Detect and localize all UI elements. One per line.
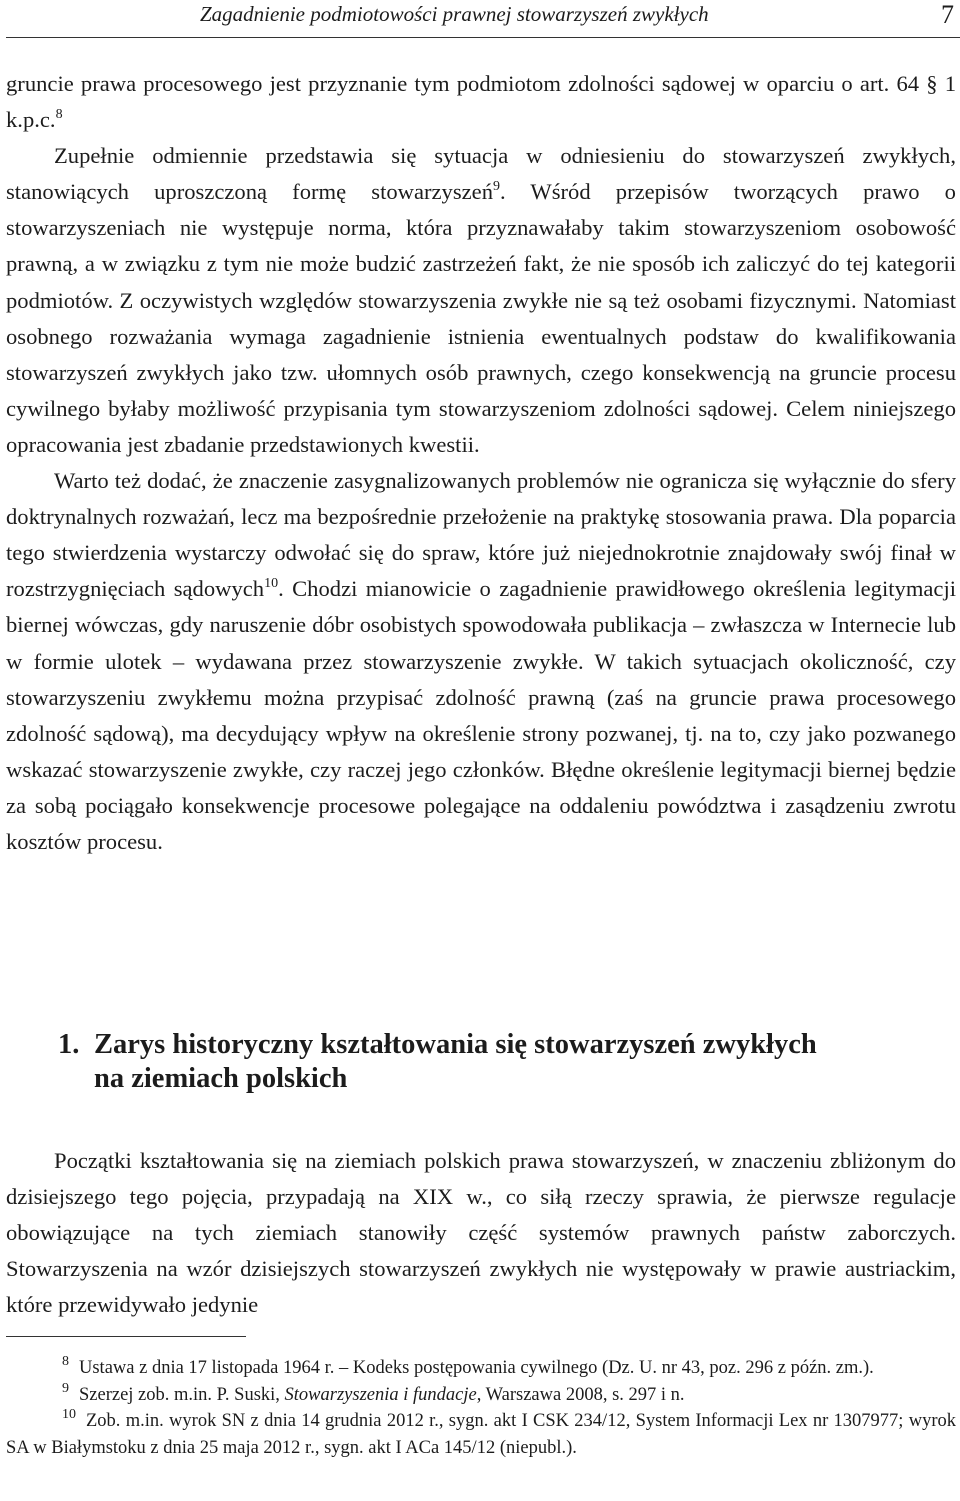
paragraph-2-text-a: Zupełnie odmiennie przedstawia się sytuacja w odniesieniu do stowarzyszeń zwykłych, stanowiących uproszczoną formę stowarzyszeń: [6, 143, 956, 205]
section-number: 1.: [58, 1029, 80, 1060]
footnote-9: [6, 1382, 956, 1409]
paragraph-4: Początki kształtowania się na ziemiach polskich prawa stowarzyszeń, w znaczeniu zbliżonym do dzisiejszego tego pojęcia, przypadają na XIX w., co siłą rzeczy sprawia, że pierwsze regulacje obowiązujące na tych ziemiach stanowiły część systemów prawnych państw zaborczych. Stowarzyszenia na wzór dzisiejszych stowarzyszeń zwykłych nie występowały w prawie austriackim, które przewidywało jedynie: [6, 1148, 956, 1318]
section-text: [6, 1143, 956, 1323]
paragraph-2-text-b: . Wśród przepisów tworzących prawo o stowarzyszeniach nie występuje norma, która przyznawałaby takim stowarzyszeniom osobowość prawną, a w związku z tym nie może budzić zastrzeżeń fakt, że nie sposób ich zaliczyć do tej kategorii podmiotów. Z oczywistych względów stowarzyszenia zwykłe nie są też osobami fizycznymi. Natomiast osobnego rozważania wymaga zagadnienie istnienia ewentualnych podstaw do kwalifikowania stowarzyszeń zwykłych jako tzw. ułomnych osób prawnych, czego konsekwencją na gruncie procesu cywilnego byłaby możliwość przypisania tym stowarzyszeniom zdolności sądowej. Celem niniejszego opracowania jest zbadanie przedstawionych kwestii.: [6, 179, 956, 457]
paragraph-1: [6, 66, 956, 138]
page-header: [0, 0, 960, 36]
section-heading: [58, 1028, 938, 1096]
footnotes: [6, 1355, 956, 1461]
main-text: [6, 66, 956, 860]
footnote-10: [6, 1408, 956, 1461]
paragraph-2: [6, 138, 956, 463]
footnote-mark-10: 10: [62, 1407, 76, 1422]
paragraph-3-text-a: Warto też dodać, że znaczenie zasygnalizowanych problemów nie ogranicza się wyłącznie do sfery doktrynalnych rozważań, lecz ma bezpośrednie przełożenie na praktykę stosowania prawa. Dla poparcia tego stwierdzenia wystarczy odwołać się do spraw, które już niejednokrotnie znajdowały swój finał w rozstrzygnięciach sądowych: [6, 468, 956, 602]
page-number: 7: [941, 0, 954, 29]
footnote-divider: [6, 1336, 246, 1337]
paragraph-3: [6, 463, 956, 860]
footnote-ref-10[interactable]: 10: [264, 576, 279, 592]
paragraph-3-text-b: . Chodzi mianowicie o zagadnienie prawidłowego określenia legitymacji biernej wówczas, gdy naruszenie dóbr osobistych spowodowała publikacja – zwłaszcza w Internecie lub w formie ulotek – wydawana przez stowarzyszenie zwykłe. W takich sytuacjach okoliczność, czy stowarzyszeniu zwykłemu można przypisać zdolność prawną (zaś na gruncie prawa procesowego zdolność sądową), ma decydujący wpływ na określenie strony pozwanej, tj. na to, czy jako pozwanego wskazać stowarzyszenie zwykłe, czy raczej jego członków. Błędne określenie legitymacji biernej będzie za sobą pociągało konsekwencje procesowe polegające na oddaleniu powództwa i zasądzeniu zwrotu kosztów procesu.: [6, 576, 957, 854]
footnote-8: [6, 1355, 956, 1382]
running-title: Zagadnienie podmiotowości prawnej stowarzyszeń zwykłych: [200, 2, 709, 26]
section-title-line-2: na ziemiach polskich: [94, 1063, 348, 1094]
footnote-mark-9: 9: [62, 1380, 69, 1396]
footnote-9-text-b: , Warszawa 2008, s. 297 i n.: [476, 1384, 685, 1405]
footnote-9-title: Stowarzyszenia i fundacje: [284, 1384, 477, 1405]
footnote-8-text: Ustawa z dnia 17 listopada 1964 r. – Kodeks postępowania cywilnego (Dz. U. nr 43, poz. 296 z późn. zm.).: [79, 1358, 874, 1378]
footnote-ref-8[interactable]: 8: [55, 107, 63, 123]
header-divider: [6, 37, 960, 38]
paragraph-1-text: gruncie prawa procesowego jest przyznanie tym podmiotom zdolności sądowej w oparciu o art. 64 § 1 k.p.c.: [6, 71, 956, 133]
footnote-ref-9[interactable]: 9: [493, 179, 500, 195]
footnote-10-text: Zob. m.in. wyrok SN z dnia 14 grudnia 2012 r., sygn. akt I CSK 234/12, System Informacji Lex nr 1307977; wyrok SA w Białymstoku z dnia 25 maja 2012 r., sygn. akt I ACa 145/12 (niepubl.).: [6, 1411, 956, 1458]
section-title-line-1: Zarys historyczny kształtowania się stowarzyszeń zwykłych: [94, 1029, 817, 1060]
footnote-mark-8: 8: [62, 1354, 69, 1369]
footnote-9-text-a: Szerzej zob. m.in. P. Suski,: [79, 1384, 285, 1405]
